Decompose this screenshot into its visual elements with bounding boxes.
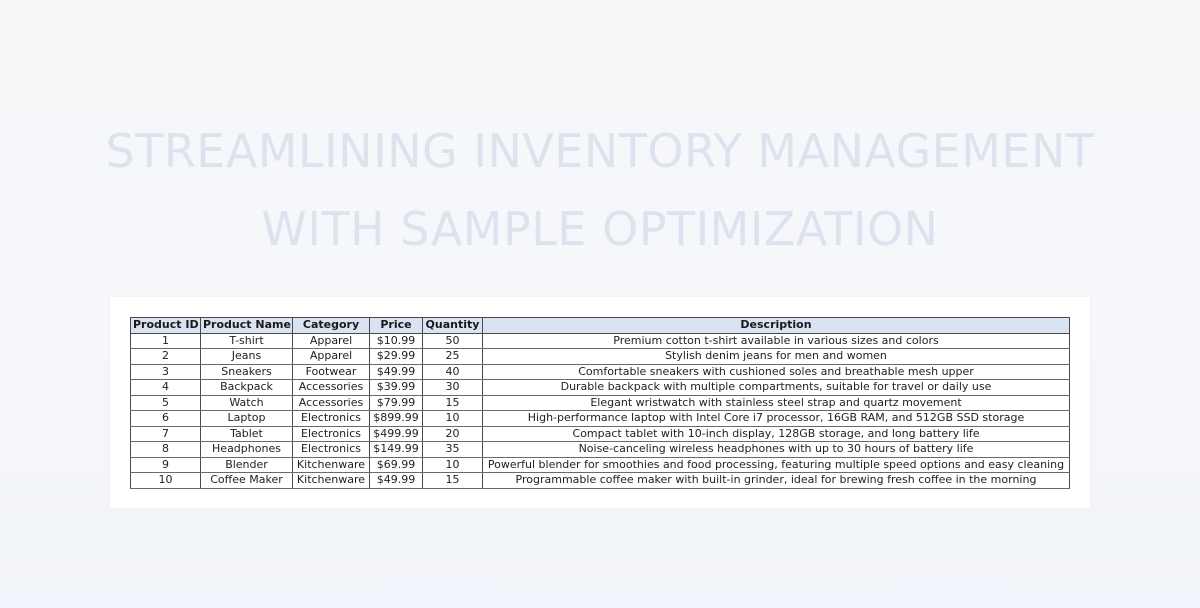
cell-quantity: 35: [423, 442, 483, 458]
cell-product-name: Sneakers: [201, 364, 293, 380]
cell-category: Electronics: [293, 411, 370, 427]
cell-product-id: 3: [131, 364, 201, 380]
cell-product-id: 2: [131, 349, 201, 365]
page-title-line-1: STREAMLINING INVENTORY MANAGEMENT: [105, 124, 1095, 178]
cell-product-name: T-shirt: [201, 333, 293, 349]
cell-price: $79.99: [370, 395, 423, 411]
cell-description: Durable backpack with multiple compartments, suitable for travel or daily use: [483, 380, 1070, 396]
cell-category: Electronics: [293, 426, 370, 442]
cell-product-name: Blender: [201, 457, 293, 473]
cell-quantity: 15: [423, 473, 483, 489]
cell-price: $69.99: [370, 457, 423, 473]
cell-quantity: 40: [423, 364, 483, 380]
cell-price: $39.99: [370, 380, 423, 396]
cell-product-id: 8: [131, 442, 201, 458]
header-product-id: Product ID: [131, 318, 201, 334]
cell-product-id: 10: [131, 473, 201, 489]
cell-price: $499.99: [370, 426, 423, 442]
cell-quantity: 15: [423, 395, 483, 411]
inventory-table: [130, 317, 1070, 489]
cell-product-id: 7: [131, 426, 201, 442]
cell-product-id: 4: [131, 380, 201, 396]
cell-product-id: 6: [131, 411, 201, 427]
page-title: [0, 112, 1200, 268]
table-row: [131, 349, 1070, 365]
cell-description: High-performance laptop with Intel Core i7 processor, 16GB RAM, and 512GB SSD storage: [483, 411, 1070, 427]
cell-price: $10.99: [370, 333, 423, 349]
cell-product-name: Headphones: [201, 442, 293, 458]
cell-quantity: 25: [423, 349, 483, 365]
page-title-line-2: WITH SAMPLE OPTIMIZATION: [261, 202, 939, 256]
cell-description: Comfortable sneakers with cushioned soles and breathable mesh upper: [483, 364, 1070, 380]
cell-category: Footwear: [293, 364, 370, 380]
cell-description: Elegant wristwatch with stainless steel strap and quartz movement: [483, 395, 1070, 411]
cell-category: Accessories: [293, 380, 370, 396]
header-quantity: Quantity: [423, 318, 483, 334]
table-row: [131, 411, 1070, 427]
header-price: Price: [370, 318, 423, 334]
cell-description: Powerful blender for smoothies and food processing, featuring multiple speed options and easy cleaning: [483, 457, 1070, 473]
cell-description: Premium cotton t-shirt available in various sizes and colors: [483, 333, 1070, 349]
table-row: [131, 364, 1070, 380]
cell-quantity: 30: [423, 380, 483, 396]
cell-category: Accessories: [293, 395, 370, 411]
cell-price: $149.99: [370, 442, 423, 458]
cell-quantity: 20: [423, 426, 483, 442]
cell-description: Programmable coffee maker with built-in grinder, ideal for brewing fresh coffee in the morning: [483, 473, 1070, 489]
table-row: [131, 426, 1070, 442]
cell-category: Kitchenware: [293, 473, 370, 489]
cell-category: Electronics: [293, 442, 370, 458]
cell-quantity: 50: [423, 333, 483, 349]
cell-quantity: 10: [423, 411, 483, 427]
cell-description: Compact tablet with 10-inch display, 128GB storage, and long battery life: [483, 426, 1070, 442]
cell-product-name: Backpack: [201, 380, 293, 396]
table-row: [131, 457, 1070, 473]
table-row: [131, 395, 1070, 411]
table-header-row: [131, 318, 1070, 334]
cell-product-id: 1: [131, 333, 201, 349]
table-row: [131, 442, 1070, 458]
cell-product-name: Tablet: [201, 426, 293, 442]
table-row: [131, 473, 1070, 489]
cell-price: $29.99: [370, 349, 423, 365]
table-row: [131, 333, 1070, 349]
header-category: Category: [293, 318, 370, 334]
cell-product-name: Jeans: [201, 349, 293, 365]
header-description: Description: [483, 318, 1070, 334]
cell-product-name: Watch: [201, 395, 293, 411]
cell-product-name: Coffee Maker: [201, 473, 293, 489]
cell-category: Apparel: [293, 349, 370, 365]
cell-price: $49.99: [370, 473, 423, 489]
cell-price: $899.99: [370, 411, 423, 427]
cell-category: Kitchenware: [293, 457, 370, 473]
cell-description: Stylish denim jeans for men and women: [483, 349, 1070, 365]
cell-product-name: Laptop: [201, 411, 293, 427]
header-product-name: Product Name: [201, 318, 293, 334]
cell-product-id: 5: [131, 395, 201, 411]
table-row: [131, 380, 1070, 396]
cell-product-id: 9: [131, 457, 201, 473]
cell-price: $49.99: [370, 364, 423, 380]
spreadsheet-card: [110, 297, 1090, 508]
cell-category: Apparel: [293, 333, 370, 349]
cell-description: Noise-canceling wireless headphones with up to 30 hours of battery life: [483, 442, 1070, 458]
cell-quantity: 10: [423, 457, 483, 473]
